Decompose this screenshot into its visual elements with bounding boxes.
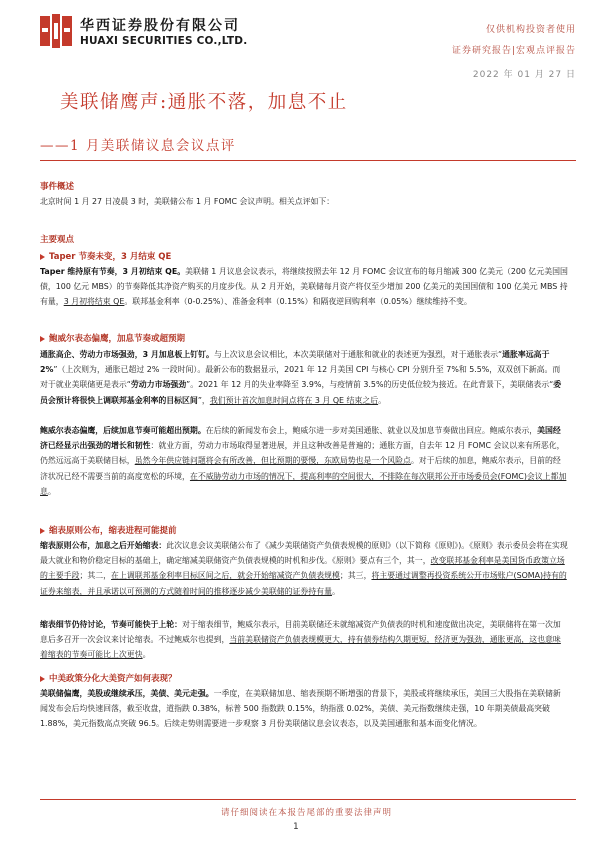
report-subtitle: ——1 月美联储议息会议点评 (40, 138, 236, 154)
bullet-icon (40, 254, 45, 260)
footer-divider (40, 799, 576, 800)
paragraph-balance-sheet-details: 缩表细节仍待讨论，节奏可能快于上轮：对于缩表细节，鲍威尔表示，目前美联储还未就缩减资产负债表的时机和速度做出决定，美联储将在第一次加息后多召开一次会议来讨论缩表。不过鲍威尔也提到，当前美联储资产负债表规模更大，持有债券结构久期更短，经济更为强劲，通胀更高，这也意味着缩表的节奏可能比上次更快。 (40, 620, 561, 660)
bullet-icon (40, 676, 45, 682)
event-heading: 事件概述 (40, 182, 75, 192)
company-name-cn: 华西证券股份有限公司 (80, 18, 240, 34)
event-text: 北京时间 1 月 27 日凌晨 3 时，美联储公布 1 月 FOMC 会议声明。相关点评如下： (40, 197, 335, 206)
subheading-taper: Taper 节奏未变，3 月结束 QE (40, 250, 171, 262)
report-type-label: 证券研究报告|宏观点评报告 (451, 46, 576, 56)
paragraph-press-conference: 鲍威尔表态偏鹰，后续加息节奏可能超出预期。在后续的新闻发布会上，鲍威尔进一步对美国通胀、就业以及加息节奏做出回应。鲍威尔表示，美国经济已经显示出强劲的增长和韧性：就业方面，劳动力市场取得显著进展，并且这种改善是普遍的；通胀方面，自去年 12 月 FOMC 会议以来有所恶化，仍然远远高于美联储目标，虽然今年供应链问题将会有所改善，但比预期的要慢，东欧局势也是一个风险点。对于后续的加息，鲍威尔表示，目前的经济状况已经不需要当前的高度宽松的环境，在不威胁劳动力市场的情况下，提高利率的空间很大，不排除在每次联邦公开市场委员会(FOMC)会议上都加息。 (40, 426, 567, 496)
subheading-powell-hawkish: 鲍威尔表态偏鹰，加息节奏或超预期 (40, 332, 185, 344)
audience-label: 仅供机构投资者使用 (485, 25, 576, 35)
main-points-heading: 主要观点 (40, 235, 75, 245)
paragraph-taper: Taper 维持原有节奏，3 月初结束 QE。美联储 1 月议息会议表示，将继续按照去年 12 月 FOMC 会议宣布的每月缩减 300 亿美元（200 亿元美国国债，100 亿元 MBS）的节奏降低其净资产购买的月度步伐。从 2 月开始，美联储每月资产将仅至少增加 200 亿美元的美国国债和 100 亿美元 MBS 持有量，3 月初将结束 QE。联邦基金利率（0-0.25%）、准备金利率（0.15%）和隔夜逆回购利率（0.05%）继续维持不变。 (40, 267, 568, 307)
paragraph-balance-sheet-principles: 缩表原则公布，加息之后开始缩表：此次议息会议美联储公布了《减少美联储资产负债表规模的原则》（以下简称《原则》)。《原则》表示委员会将在实现最大就业和物价稳定目标的基础上，确定缩减美联储资产负债表规模的时机和步伐。《原则》要点有三个，其一，改变联邦基金利率是美国货币政策立场的主要手段；其二，在上调联邦基金利率目标区间之后，就会开始缩减资产负债表规模；其三，将主要通过调整再投资系统公开市场账户(SOMA)持有的证券来缩表，并且承诺以可预测的方式随着时间的推移逐步减少美联储的证券持有量。 (40, 541, 568, 596)
subheading-us-assets: 中美政策分化大美资产如何表现？ (40, 672, 177, 684)
report-title: 美联储鹰声:通胀不落，加息不止 (60, 92, 348, 113)
bullet-icon (40, 336, 45, 342)
paragraph-inflation: 通胀高企、劳动力市场强劲，3 月加息板上钉钉。与上次议息会议相比，本次美联储对于通胀和就业的表述更为强烈，对于通胀表示“通胀率远高于 2%”（上次则为，通胀已超过 2% 一段时间）。最新公布的数据显示，2021 年 12 月美国 CPI 与核心 CPI 分别升至 7%和 5.5%，双双创下新高。而对于就业美联储更是表示“劳动力市场强劲”。2021 年 12 月的失业率降至 3.9%，与疫情前 3.5%的历史低位较为接近。在此背景下，美联储表示“委员会预计将很快上调联邦基金利率的目标区间”，我们预计首次加息时间点将在 3 月 QE 结束之后。 (40, 350, 562, 405)
paragraph-us-assets: 美联储偏鹰，美股或继续承压，美债、美元走强。一季度，在美联储加息、缩表预期不断增强的背景下，美股或将继续承压，美国三大股指在美联储新闻发布会后均快速回落，截至收盘，道指跌 0.38%，标普 500 指数跌 0.15%，纳指涨 0.02%，美债、美元指数继续走强，10 年期美债最高突破 1.88%，美元指数高点突破 96.5。后续走势则需要进一步观察 3 月份美联储议息会议表态，以及美国通胀和基本面变化情况。 (40, 689, 561, 729)
title-divider (40, 160, 576, 161)
huaxi-logo-icon (40, 14, 72, 48)
report-date: 2022 年 01 月 27 日 (472, 70, 576, 80)
subheading-balance-sheet: 缩表原则公布，缩表进程可能提前 (40, 524, 177, 536)
page-number: 1 (293, 822, 299, 832)
bullet-icon (40, 528, 45, 534)
company-name-en: HUAXI SECURITIES CO.,LTD. (80, 35, 248, 47)
legal-notice: 请仔细阅读在本报告尾部的重要法律声明 (221, 808, 393, 818)
